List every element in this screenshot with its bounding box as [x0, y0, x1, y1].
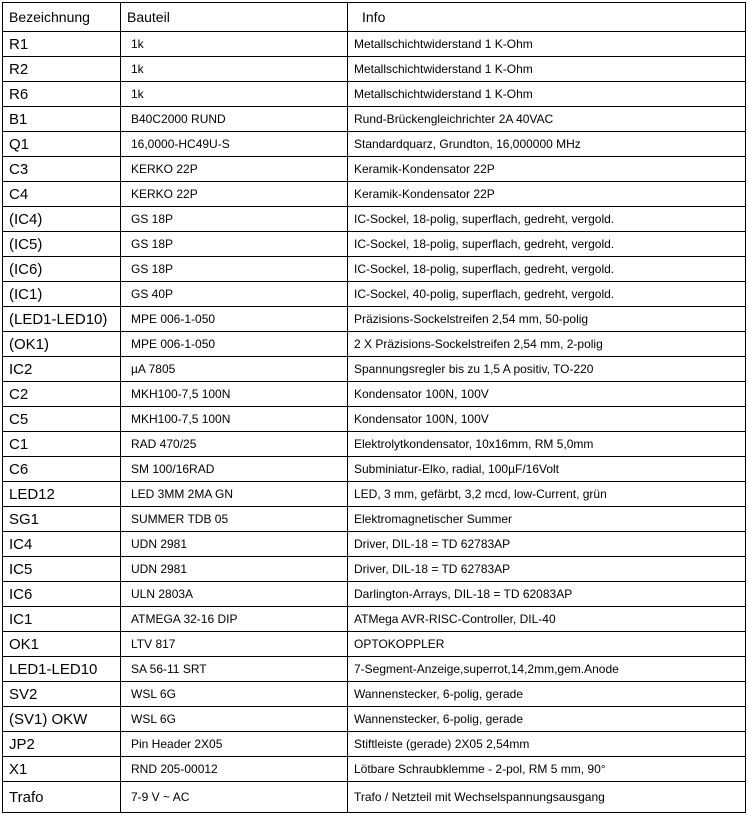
info-cell: Metallschichtwiderstand 1 K-Ohm [348, 32, 746, 57]
bezeichnung-cell: (SV1) OKW [3, 707, 121, 732]
bauteil-cell: UDN 2981 [121, 532, 348, 557]
bauteil-cell: WSL 6G [121, 707, 348, 732]
info-cell: 2 X Präzisions-Sockelstreifen 2,54 mm, 2-polig [348, 332, 746, 357]
bezeichnung-cell: IC5 [3, 557, 121, 582]
bauteil-cell: MPE 006-1-050 [121, 332, 348, 357]
bezeichnung-cell: (OK1) [3, 332, 121, 357]
bezeichnung-cell: LED1-LED10 [3, 657, 121, 682]
table-row [3, 757, 746, 782]
bezeichnung-cell: B1 [3, 107, 121, 132]
table-row [3, 707, 746, 732]
table-row [3, 207, 746, 232]
table-row [3, 532, 746, 557]
header-info: Info [348, 3, 746, 32]
bauteil-cell: RND 205-00012 [121, 757, 348, 782]
table-row [3, 582, 746, 607]
table-row [3, 157, 746, 182]
bezeichnung-cell: SG1 [3, 507, 121, 532]
table-row [3, 357, 746, 382]
info-cell: Stiftleiste (gerade) 2X05 2,54mm [348, 732, 746, 757]
bezeichnung-cell: (IC5) [3, 232, 121, 257]
bezeichnung-cell: C2 [3, 382, 121, 407]
bezeichnung-cell: C1 [3, 432, 121, 457]
info-cell: Präzisions-Sockelstreifen 2,54 mm, 50-polig [348, 307, 746, 332]
table-row [3, 457, 746, 482]
info-cell: Driver, DIL-18 = TD 62783AP [348, 557, 746, 582]
bauteil-cell: Pin Header 2X05 [121, 732, 348, 757]
info-cell: ATMega AVR-RISC-Controller, DIL-40 [348, 607, 746, 632]
table-row [3, 732, 746, 757]
bauteil-cell: 7-9 V ~ AC [121, 782, 348, 813]
bauteil-cell: ATMEGA 32-16 DIP [121, 607, 348, 632]
table-row [3, 557, 746, 582]
bezeichnung-cell: C3 [3, 157, 121, 182]
bauteil-cell: 1k [121, 32, 348, 57]
bezeichnung-cell: X1 [3, 757, 121, 782]
bauteil-cell: GS 18P [121, 232, 348, 257]
bezeichnung-cell: (IC4) [3, 207, 121, 232]
info-cell: IC-Sockel, 18-polig, superflach, gedreht, vergold. [348, 207, 746, 232]
bauteil-cell: B40C2000 RUND [121, 107, 348, 132]
table-row [3, 307, 746, 332]
table-row [3, 132, 746, 157]
bezeichnung-cell: R2 [3, 57, 121, 82]
bezeichnung-cell: JP2 [3, 732, 121, 757]
table-row [3, 182, 746, 207]
bezeichnung-cell: SV2 [3, 682, 121, 707]
bauteil-cell: 1k [121, 57, 348, 82]
bauteil-cell: GS 40P [121, 282, 348, 307]
parts-list-table [2, 2, 746, 813]
info-cell: Elektrolytkondensator, 10x16mm, RM 5,0mm [348, 432, 746, 457]
bezeichnung-cell: Q1 [3, 132, 121, 157]
bezeichnung-cell: IC1 [3, 607, 121, 632]
bezeichnung-cell: (IC6) [3, 257, 121, 282]
info-cell: OPTOKOPPLER [348, 632, 746, 657]
bauteil-cell: WSL 6G [121, 682, 348, 707]
bauteil-cell: MKH100-7,5 100N [121, 407, 348, 432]
table-row [3, 507, 746, 532]
info-cell: Spannungsregler bis zu 1,5 A positiv, TO-220 [348, 357, 746, 382]
bauteil-cell: RAD 470/25 [121, 432, 348, 457]
info-cell: Keramik-Kondensator 22P [348, 182, 746, 207]
bauteil-cell: SUMMER TDB 05 [121, 507, 348, 532]
parts-list-body [3, 32, 746, 813]
bauteil-cell: 16,0000-HC49U-S [121, 132, 348, 157]
bezeichnung-cell: C4 [3, 182, 121, 207]
info-cell: Metallschichtwiderstand 1 K-Ohm [348, 82, 746, 107]
bauteil-cell: UDN 2981 [121, 557, 348, 582]
info-cell: Wannenstecker, 6-polig, gerade [348, 707, 746, 732]
header-bauteil: Bauteil [121, 3, 348, 32]
bauteil-cell: SM 100/16RAD [121, 457, 348, 482]
table-row [3, 332, 746, 357]
info-cell: Kondensator 100N, 100V [348, 407, 746, 432]
bezeichnung-cell: IC6 [3, 582, 121, 607]
bauteil-cell: SA 56-11 SRT [121, 657, 348, 682]
bauteil-cell: ULN 2803A [121, 582, 348, 607]
table-row [3, 632, 746, 657]
table-row [3, 432, 746, 457]
bezeichnung-cell: R6 [3, 82, 121, 107]
table-row [3, 282, 746, 307]
bezeichnung-cell: OK1 [3, 632, 121, 657]
info-cell: IC-Sockel, 40-polig, superflach, gedreht, vergold. [348, 282, 746, 307]
info-cell: Wannenstecker, 6-polig, gerade [348, 682, 746, 707]
header-bezeichnung: Bezeichnung [3, 3, 121, 32]
info-cell: IC-Sockel, 18-polig, superflach, gedreht, vergold. [348, 232, 746, 257]
bezeichnung-cell: (LED1-LED10) [3, 307, 121, 332]
info-cell: Subminiatur-Elko, radial, 100µF/16Volt [348, 457, 746, 482]
bauteil-cell: LED 3MM 2MA GN [121, 482, 348, 507]
table-row [3, 32, 746, 57]
table-row [3, 257, 746, 282]
info-cell: Rund-Brückengleichrichter 2A 40VAC [348, 107, 746, 132]
info-cell: IC-Sockel, 18-polig, superflach, gedreht, vergold. [348, 257, 746, 282]
header-row [3, 3, 746, 32]
table-row [3, 382, 746, 407]
table-row [3, 657, 746, 682]
info-cell: Trafo / Netzteil mit Wechselspannungsausgang [348, 782, 746, 813]
info-cell: 7-Segment-Anzeige,superrot,14,2mm,gem.Anode [348, 657, 746, 682]
info-cell: LED, 3 mm, gefärbt, 3,2 mcd, low-Current, grün [348, 482, 746, 507]
bauteil-cell: GS 18P [121, 207, 348, 232]
bezeichnung-cell: (IC1) [3, 282, 121, 307]
bezeichnung-cell: IC2 [3, 357, 121, 382]
bauteil-cell: MPE 006-1-050 [121, 307, 348, 332]
info-cell: Driver, DIL-18 = TD 62783AP [348, 532, 746, 557]
info-cell: Darlington-Arrays, DIL-18 = TD 62083AP [348, 582, 746, 607]
info-cell: Kondensator 100N, 100V [348, 382, 746, 407]
table-row [3, 107, 746, 132]
bezeichnung-cell: IC4 [3, 532, 121, 557]
info-cell: Standardquarz, Grundton, 16,000000 MHz [348, 132, 746, 157]
bauteil-cell: LTV 817 [121, 632, 348, 657]
bezeichnung-cell: Trafo [3, 782, 121, 813]
info-cell: Metallschichtwiderstand 1 K-Ohm [348, 57, 746, 82]
bauteil-cell: GS 18P [121, 257, 348, 282]
table-row [3, 682, 746, 707]
table-row [3, 482, 746, 507]
table-row [3, 82, 746, 107]
bauteil-cell: KERKO 22P [121, 182, 348, 207]
table-row [3, 607, 746, 632]
bauteil-cell: MKH100-7,5 100N [121, 382, 348, 407]
info-cell: Elektromagnetischer Summer [348, 507, 746, 532]
table-row [3, 232, 746, 257]
bezeichnung-cell: C5 [3, 407, 121, 432]
table-row [3, 407, 746, 432]
info-cell: Keramik-Kondensator 22P [348, 157, 746, 182]
bezeichnung-cell: R1 [3, 32, 121, 57]
table-row [3, 782, 746, 813]
bauteil-cell: µA 7805 [121, 357, 348, 382]
bauteil-cell: KERKO 22P [121, 157, 348, 182]
bezeichnung-cell: C6 [3, 457, 121, 482]
info-cell: Lötbare Schraubklemme - 2-pol, RM 5 mm, 90° [348, 757, 746, 782]
table-row [3, 57, 746, 82]
bauteil-cell: 1k [121, 82, 348, 107]
bezeichnung-cell: LED12 [3, 482, 121, 507]
